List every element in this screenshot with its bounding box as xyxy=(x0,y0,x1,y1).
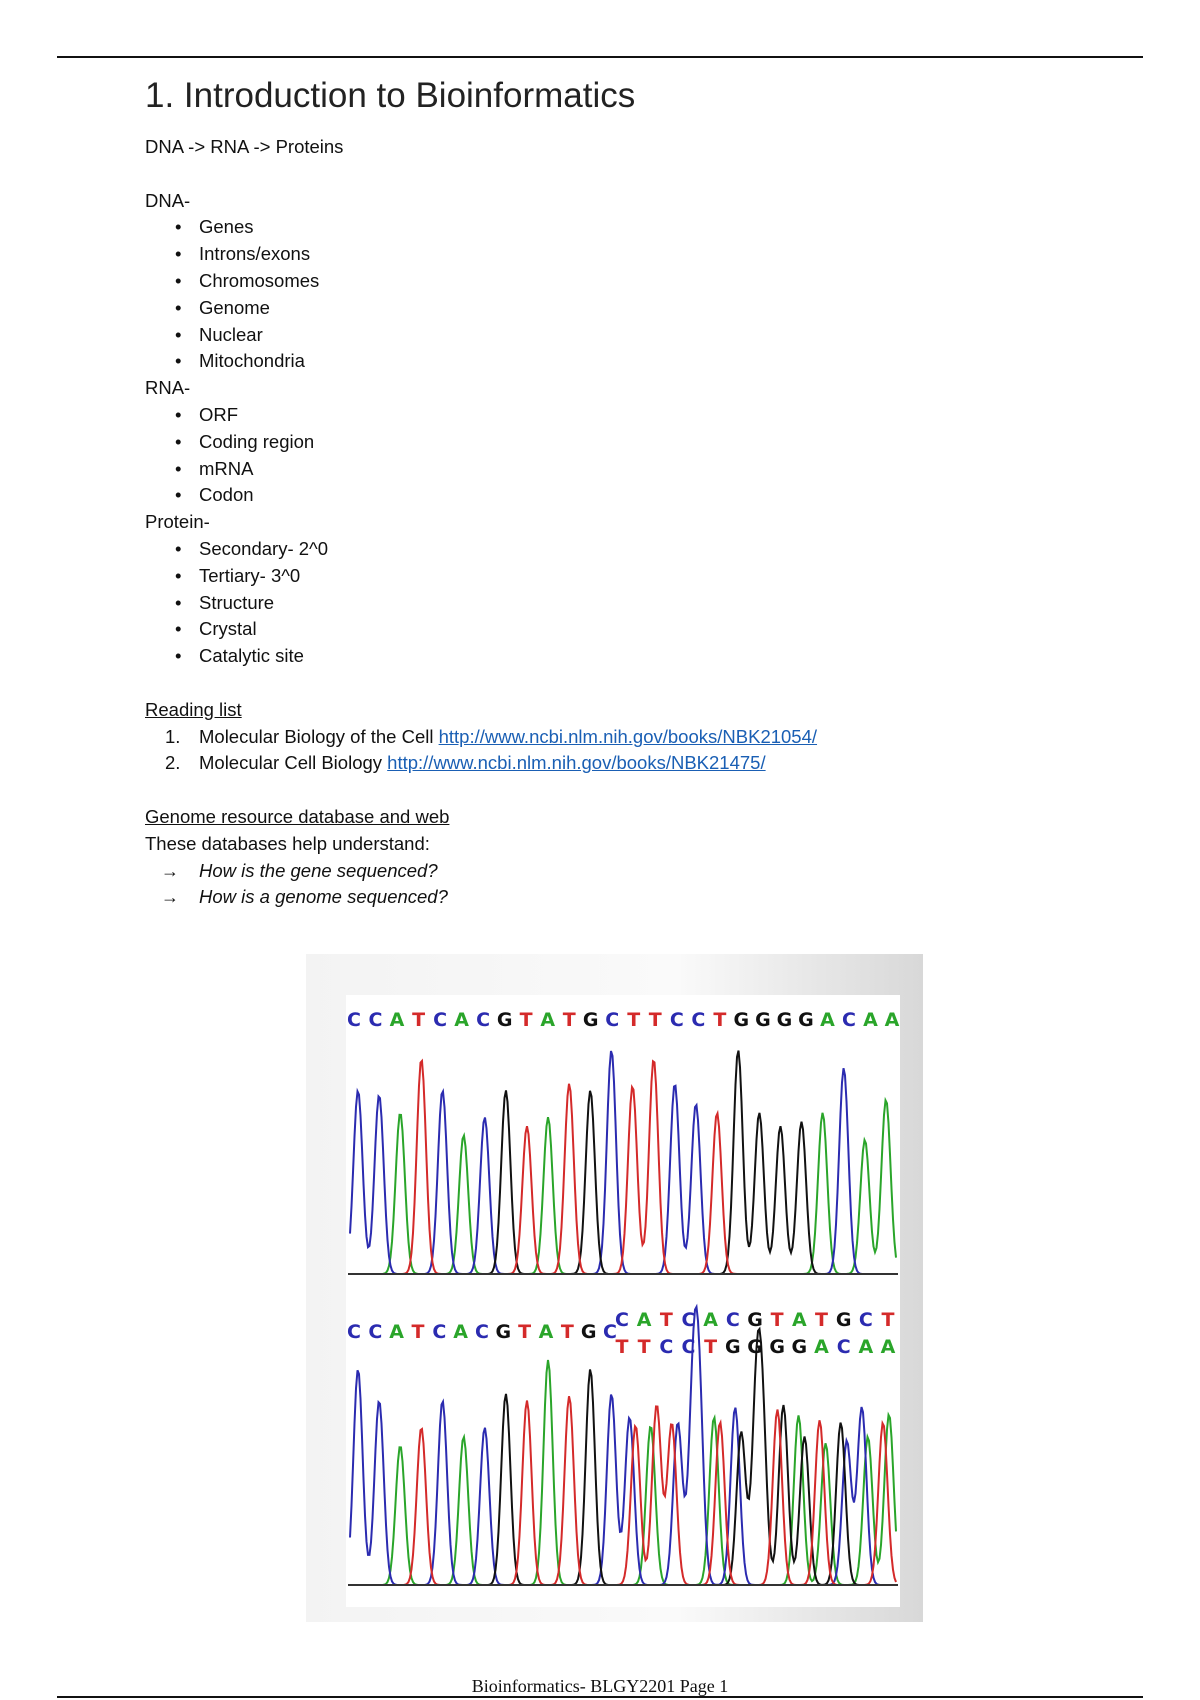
bullet-item xyxy=(145,563,1045,590)
question-item xyxy=(145,884,1045,911)
bullet-item xyxy=(145,322,1045,349)
bottom-upper-sequence-base: G xyxy=(835,1309,852,1331)
bottom-upper-sequence-base: A xyxy=(636,1309,652,1331)
bullet-icon: • xyxy=(175,564,182,586)
bullet-text: Nuclear xyxy=(199,323,263,345)
genome-questions xyxy=(145,858,1045,912)
bullet-item xyxy=(145,616,1045,643)
bullet-icon: • xyxy=(175,591,182,613)
bottom-lower-sequence-base: C xyxy=(681,1336,696,1358)
item-number: 1. xyxy=(165,725,181,747)
top-sequence-base: G xyxy=(798,1009,814,1031)
bottom-upper-sequence-base: G xyxy=(747,1309,763,1331)
question-text: How is a genome sequenced? xyxy=(199,886,448,908)
genome-intro: These databases help understand: xyxy=(145,832,430,854)
bottom-prefix-sequence-base: C xyxy=(475,1321,489,1343)
bullet-text: Catalytic site xyxy=(199,645,304,667)
bottom-lower-sequence-base: T xyxy=(615,1336,629,1358)
bottom-lower-sequence-base: A xyxy=(858,1336,874,1358)
bullet-icon: • xyxy=(175,618,182,640)
bullet-item xyxy=(145,482,1045,509)
section-heading: DNA- xyxy=(145,189,191,211)
top-sequence-base: C xyxy=(368,1009,383,1031)
bullet-item xyxy=(145,214,1045,241)
bottom-upper-sequence-base: T xyxy=(770,1309,784,1331)
bottom-lower-sequence-base: A xyxy=(814,1336,829,1358)
bullet-text: Genome xyxy=(199,296,270,318)
bullet-item xyxy=(145,268,1045,295)
bullet-text: Tertiary- 3^0 xyxy=(199,564,301,586)
bullet-icon: • xyxy=(175,537,182,559)
top-sequence-base: T xyxy=(562,1009,576,1031)
top-rule xyxy=(57,56,1143,58)
top-sequence-base: C xyxy=(347,1009,361,1031)
top-sequence-base: G xyxy=(582,1009,599,1031)
bullet-item xyxy=(145,429,1045,456)
top-sequence-base: T xyxy=(627,1009,641,1031)
bullet-text: Mitochondria xyxy=(199,350,305,372)
bullet-text: Chromosomes xyxy=(199,269,320,291)
bullet-text: mRNA xyxy=(199,457,254,479)
bottom-prefix-sequence-base: C xyxy=(432,1321,447,1343)
bullet-icon: • xyxy=(175,216,182,238)
top-sequence-base: C xyxy=(433,1009,448,1031)
bullet-item xyxy=(145,241,1045,268)
bullet-text: Codon xyxy=(199,484,254,506)
bottom-upper-sequence-base: C xyxy=(858,1309,873,1331)
genome-heading: Genome resource database and web xyxy=(145,805,450,827)
bottom-lower-sequence-base: C xyxy=(836,1336,851,1358)
bottom-lower-sequence-base: A xyxy=(880,1336,896,1358)
book-title: Molecular Cell Biology xyxy=(199,752,383,774)
question-text: How is the gene sequenced? xyxy=(199,859,438,881)
bullet-item xyxy=(145,590,1045,617)
chromatogram-figure xyxy=(306,954,923,1622)
bullet-text: Crystal xyxy=(199,618,257,640)
item-number: 2. xyxy=(165,752,181,774)
top-sequence-base: G xyxy=(776,1009,793,1031)
bullet-icon: • xyxy=(175,645,182,667)
reading-list xyxy=(145,724,1045,778)
bullet-item xyxy=(145,536,1045,563)
section-heading: Protein- xyxy=(145,511,210,533)
bottom-upper-sequence-base: T xyxy=(815,1309,828,1331)
bullet-text: Genes xyxy=(199,216,254,238)
bullet-icon: • xyxy=(175,350,182,372)
bullet-item xyxy=(145,456,1045,483)
bottom-prefix-sequence-base: A xyxy=(389,1321,405,1343)
top-sequence-base: A xyxy=(884,1009,900,1031)
bullet-item xyxy=(145,643,1045,670)
bullet-icon: • xyxy=(175,296,182,318)
top-sequence-base: C xyxy=(691,1009,706,1031)
page-title: 1. Introduction to Bioinformatics xyxy=(145,76,636,115)
bottom-prefix-sequence-base: T xyxy=(411,1321,425,1343)
top-sequence-base: A xyxy=(540,1009,556,1031)
reading-list-heading: Reading list xyxy=(145,698,242,720)
bottom-trace-A-channel xyxy=(350,1360,896,1585)
bottom-upper-sequence-base: T xyxy=(881,1309,895,1331)
bottom-prefix-sequence-base: C xyxy=(368,1321,383,1343)
book-link[interactable]: http://www.ncbi.nlm.nih.gov/books/NBK21475/ xyxy=(387,752,766,774)
bullet-text: Secondary- 2^0 xyxy=(199,537,329,559)
term-sections xyxy=(145,188,1045,670)
bottom-upper-sequence-base: C xyxy=(725,1309,740,1331)
bottom-lower-sequence-base: T xyxy=(704,1336,718,1358)
top-sequence-base: A xyxy=(820,1009,835,1031)
bullet-icon: • xyxy=(175,243,182,265)
top-sequence-base: G xyxy=(733,1009,750,1031)
bottom-lower-sequence-base: T xyxy=(637,1336,651,1358)
book-title: Molecular Biology of the Cell xyxy=(199,725,434,747)
bottom-upper-sequence-base: A xyxy=(791,1309,807,1331)
top-sequence-base: T xyxy=(519,1009,533,1031)
bottom-prefix-sequence-base: T xyxy=(560,1321,574,1343)
bottom-prefix-sequence-base: T xyxy=(518,1321,532,1343)
question-item xyxy=(145,858,1045,885)
top-sequence-base: A xyxy=(454,1009,469,1031)
bullet-icon: • xyxy=(175,323,182,345)
reading-item xyxy=(145,750,1045,777)
arrow-icon: → xyxy=(161,860,179,881)
bottom-trace-G-channel xyxy=(350,1329,896,1585)
top-sequence-base: C xyxy=(605,1009,620,1031)
top-sequence-base: T xyxy=(713,1009,727,1031)
top-sequence-base: G xyxy=(755,1009,771,1031)
bottom-prefix-sequence-base: A xyxy=(453,1321,469,1343)
top-sequence-base: C xyxy=(476,1009,491,1031)
reading-item xyxy=(145,724,1045,751)
book-link[interactable]: http://www.ncbi.nlm.nih.gov/books/NBK21054/ xyxy=(438,725,818,747)
bottom-lower-sequence-base: G xyxy=(725,1336,741,1358)
bullet-icon: • xyxy=(175,430,182,452)
bullet-item xyxy=(145,348,1045,375)
bullet-icon: • xyxy=(175,457,182,479)
bottom-upper-sequence-base: C xyxy=(681,1309,696,1331)
bullet-text: Coding region xyxy=(199,430,315,452)
flow-text: DNA -> RNA -> Proteins xyxy=(145,136,344,157)
bullet-text: ORF xyxy=(199,403,239,425)
bullet-icon: • xyxy=(175,269,182,291)
bullet-icon: • xyxy=(175,403,182,425)
top-sequence-base: A xyxy=(863,1009,878,1031)
top-sequence-base: G xyxy=(496,1009,513,1031)
bullet-text: Structure xyxy=(199,591,275,613)
bullet-icon: • xyxy=(175,484,182,506)
bottom-lower-sequence-base: G xyxy=(791,1336,808,1358)
top-sequence-base: T xyxy=(648,1009,662,1031)
bullet-text: Introns/exons xyxy=(199,243,311,265)
top-sequence-base: T xyxy=(412,1009,426,1031)
top-sequence-base: C xyxy=(841,1009,856,1031)
bottom-prefix-sequence-base: C xyxy=(603,1321,617,1343)
page-content xyxy=(145,72,1045,911)
bottom-trace-T-channel xyxy=(350,1396,896,1585)
bottom-rule xyxy=(57,1696,1143,1698)
bottom-lower-sequence-base: G xyxy=(769,1336,785,1358)
bottom-upper-sequence-base: T xyxy=(659,1309,673,1331)
top-sequence-base: C xyxy=(669,1009,684,1031)
top-sequence-base: A xyxy=(389,1009,405,1031)
bottom-upper-sequence-base: C xyxy=(615,1309,629,1331)
bottom-prefix-sequence-base: G xyxy=(580,1321,597,1343)
bottom-prefix-sequence-base: C xyxy=(347,1321,361,1343)
arrow-icon: → xyxy=(161,887,179,908)
section-heading: RNA- xyxy=(145,377,191,399)
bottom-prefix-sequence-base: A xyxy=(538,1321,554,1343)
bottom-lower-sequence-base: C xyxy=(659,1336,674,1358)
bullet-item xyxy=(145,295,1045,322)
bottom-upper-sequence-base: A xyxy=(703,1309,719,1331)
bottom-lower-sequence-base: G xyxy=(747,1336,763,1358)
chromatogram-svg xyxy=(346,995,900,1607)
page-footer: Bioinformatics- BLGY2201 Page 1 xyxy=(471,1676,729,1696)
bullet-item xyxy=(145,402,1045,429)
bottom-prefix-sequence-base: G xyxy=(495,1321,512,1343)
